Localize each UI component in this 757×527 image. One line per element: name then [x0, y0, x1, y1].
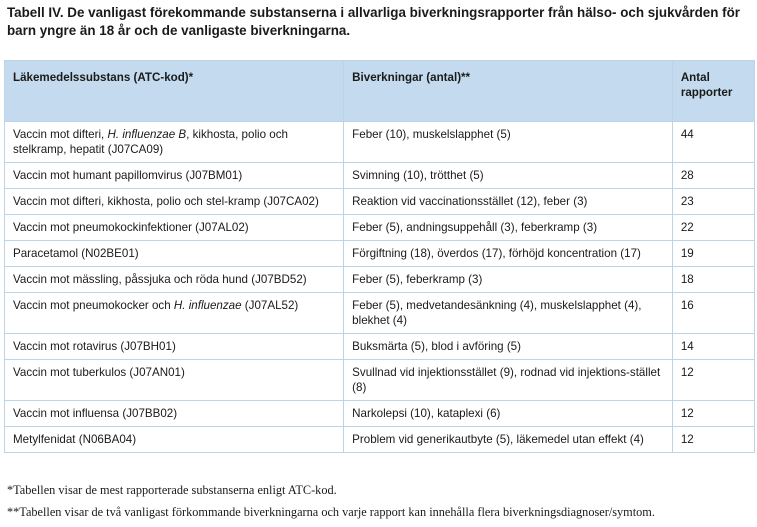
footnotes: [7, 483, 755, 520]
substance-text: Vaccin mot pneumokockinfektioner (J07AL02): [13, 221, 249, 234]
cell-reactions: Feber (5), medvetandesänkning (4), muskelslapphet (4), blekhet (4): [344, 293, 673, 334]
cell-count: 18: [672, 267, 754, 293]
cell-substance: [5, 215, 344, 241]
adverse-reactions-table: [4, 60, 755, 453]
cell-count: 12: [672, 427, 754, 453]
table-row: [5, 189, 755, 215]
substance-text: Metylfenidat (N06BA04): [13, 433, 137, 446]
cell-reactions: Svullnad vid injektionsstället (9), rodnad vid injektions-stället (8): [344, 360, 673, 401]
cell-reactions: Svimning (10), trötthet (5): [344, 163, 673, 189]
table-caption: Tabell IV. De vanligast förekommande substanserna i allvarliga biverkningsrapporter från hälso- och sjukvården för barn yngre än 18 år och de vanligaste biverkningarna.: [7, 5, 740, 38]
cell-count: 12: [672, 401, 754, 427]
cell-substance: [5, 267, 344, 293]
cell-reactions: Problem vid generikautbyte (5), läkemedel utan effekt (4): [344, 427, 673, 453]
cell-substance: [5, 401, 344, 427]
cell-reactions: Buksmärta (5), blod i avföring (5): [344, 334, 673, 360]
cell-reactions: Feber (10), muskelslapphet (5): [344, 122, 673, 163]
table-body: [5, 122, 755, 453]
footnote-1: *Tabellen visar de mest rapporterade substanserna enligt ATC-kod.: [7, 483, 337, 497]
cell-substance: [5, 122, 344, 163]
cell-reactions: Feber (5), andningsuppehåll (3), feberkramp (3): [344, 215, 673, 241]
cell-substance: [5, 189, 344, 215]
table-row: [5, 427, 755, 453]
substance-text: Vaccin mot mässling, påssjuka och röda hund (J07BD52): [13, 273, 307, 286]
table-row: [5, 334, 755, 360]
substance-text: , kikhosta, polio och stelkramp, hepatit (J07CA09): [13, 128, 288, 156]
cell-substance: [5, 163, 344, 189]
substance-text: Vaccin mot influensa (J07BB02): [13, 407, 178, 420]
cell-reactions: Narkolepsi (10), kataplexi (6): [344, 401, 673, 427]
cell-substance: [5, 293, 344, 334]
header-substance: Läkemedelssubstans (ATC-kod)*: [5, 61, 344, 122]
cell-count: 22: [672, 215, 754, 241]
substance-text: Vaccin mot difteri, kikhosta, polio och stel-kramp (J07CA02): [13, 195, 319, 208]
cell-substance: [5, 334, 344, 360]
table-row: [5, 163, 755, 189]
substance-text: Vaccin mot difteri,: [13, 128, 108, 141]
adverse-reactions-table-container: [4, 60, 755, 453]
substance-text: (J07AL52): [241, 299, 299, 312]
cell-count: 28: [672, 163, 754, 189]
cell-count: 14: [672, 334, 754, 360]
substance-text: Vaccin mot tuberkulos (J07AN01): [13, 366, 185, 379]
cell-count: 23: [672, 189, 754, 215]
table-row: [5, 267, 755, 293]
substance-italic-name: H. influenzae: [173, 299, 242, 312]
table-row: [5, 401, 755, 427]
header-count: Antal rapporter: [672, 61, 754, 122]
cell-reactions: Förgiftning (18), överdos (17), förhöjd koncentration (17): [344, 241, 673, 267]
cell-count: 16: [672, 293, 754, 334]
table-header: [5, 61, 755, 122]
table-row: [5, 360, 755, 401]
cell-count: 19: [672, 241, 754, 267]
cell-substance: [5, 360, 344, 401]
cell-reactions: Reaktion vid vaccinationsstället (12), feber (3): [344, 189, 673, 215]
substance-text: Paracetamol (N02BE01): [13, 247, 139, 260]
substance-text: Vaccin mot pneumokocker och: [13, 299, 174, 312]
table-row: [5, 215, 755, 241]
header-reactions: Biverkningar (antal)**: [344, 61, 673, 122]
cell-reactions: Feber (5), feberkramp (3): [344, 267, 673, 293]
header-row: [5, 61, 755, 122]
table-row: [5, 293, 755, 334]
substance-italic-name: H. influenzae B: [107, 128, 187, 141]
substance-text: Vaccin mot rotavirus (J07BH01): [13, 340, 176, 353]
table-row: [5, 122, 755, 163]
cell-substance: [5, 241, 344, 267]
substance-text: Vaccin mot humant papillomvirus (J07BM01): [13, 169, 243, 182]
footnote-2: **Tabellen visar de två vanligast förkommande biverkningarna och varje rapport kan innehålla flera biverkningsdiagnoser/symtom.: [7, 505, 655, 519]
table-row: [5, 241, 755, 267]
cell-count: 44: [672, 122, 754, 163]
cell-substance: [5, 427, 344, 453]
cell-count: 12: [672, 360, 754, 401]
